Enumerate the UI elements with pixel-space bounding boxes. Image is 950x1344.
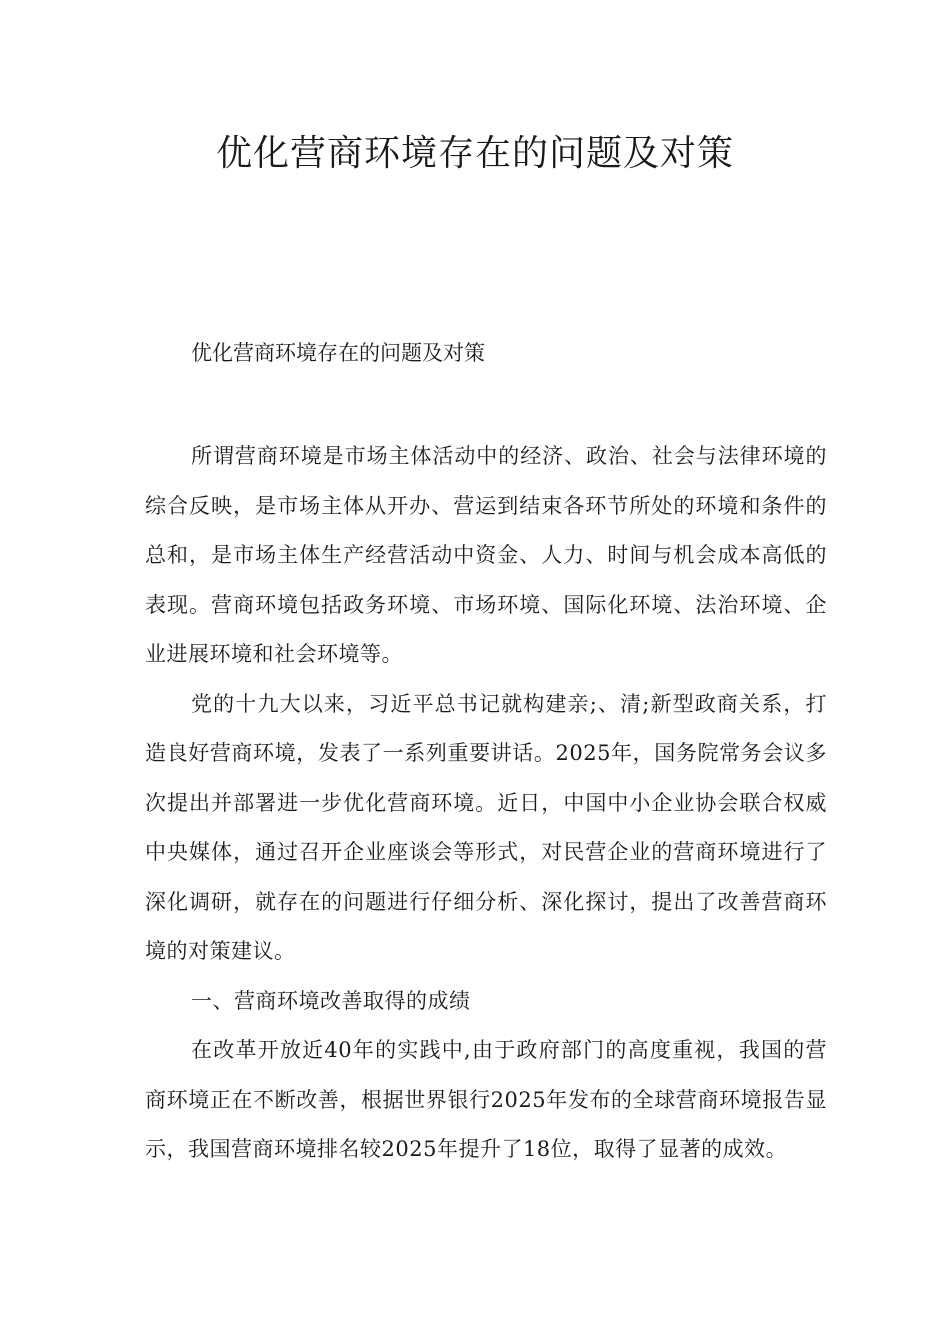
- paragraph-achievements: 在改革开放近40年的实践中,由于政府部门的高度重视，我国的营商环境正在不断改善，根据世界银行2025年发布的全球营商环境报告显示，我国营商环境排名较2025年提升了18位，取得了显著的成效。: [145, 1038, 827, 1161]
- paragraph-definition: 所谓营商环境是市场主体活动中的经济、政治、社会与法律环境的综合反映，是市场主体从开办、营运到结束各环节所处的环境和条件的总和，是市场主体生产经营活动中资金、人力、时间与机会成本高低的表现。营商环境包括政务环境、市场环境、国际化环境、法治环境、企业进展环境和社会环境等。: [145, 444, 827, 666]
- document-body: [145, 432, 827, 1175]
- section-heading-achievements: 一、营商环境改善取得的成绩: [191, 988, 471, 1013]
- document-subtitle: 优化营商环境存在的问题及对策: [191, 341, 485, 365]
- document-title: 优化营商环境存在的问题及对策: [215, 133, 734, 174]
- paragraph-background: 党的十九大以来，习近平总书记就构建亲;、清;新型政商关系，打造良好营商环境，发表了一系列重要讲话。2025年，国务院常务会议多次提出并部署进一步优化营商环境。近日，中国中小企业协会联合权威中央媒体，通过召开企业座谈会等形式，对民营企业的营商环境进行了深化调研，就存在的问题进行仔细分析、深化探讨，提出了改善营商环境的对策建议。: [145, 691, 827, 963]
